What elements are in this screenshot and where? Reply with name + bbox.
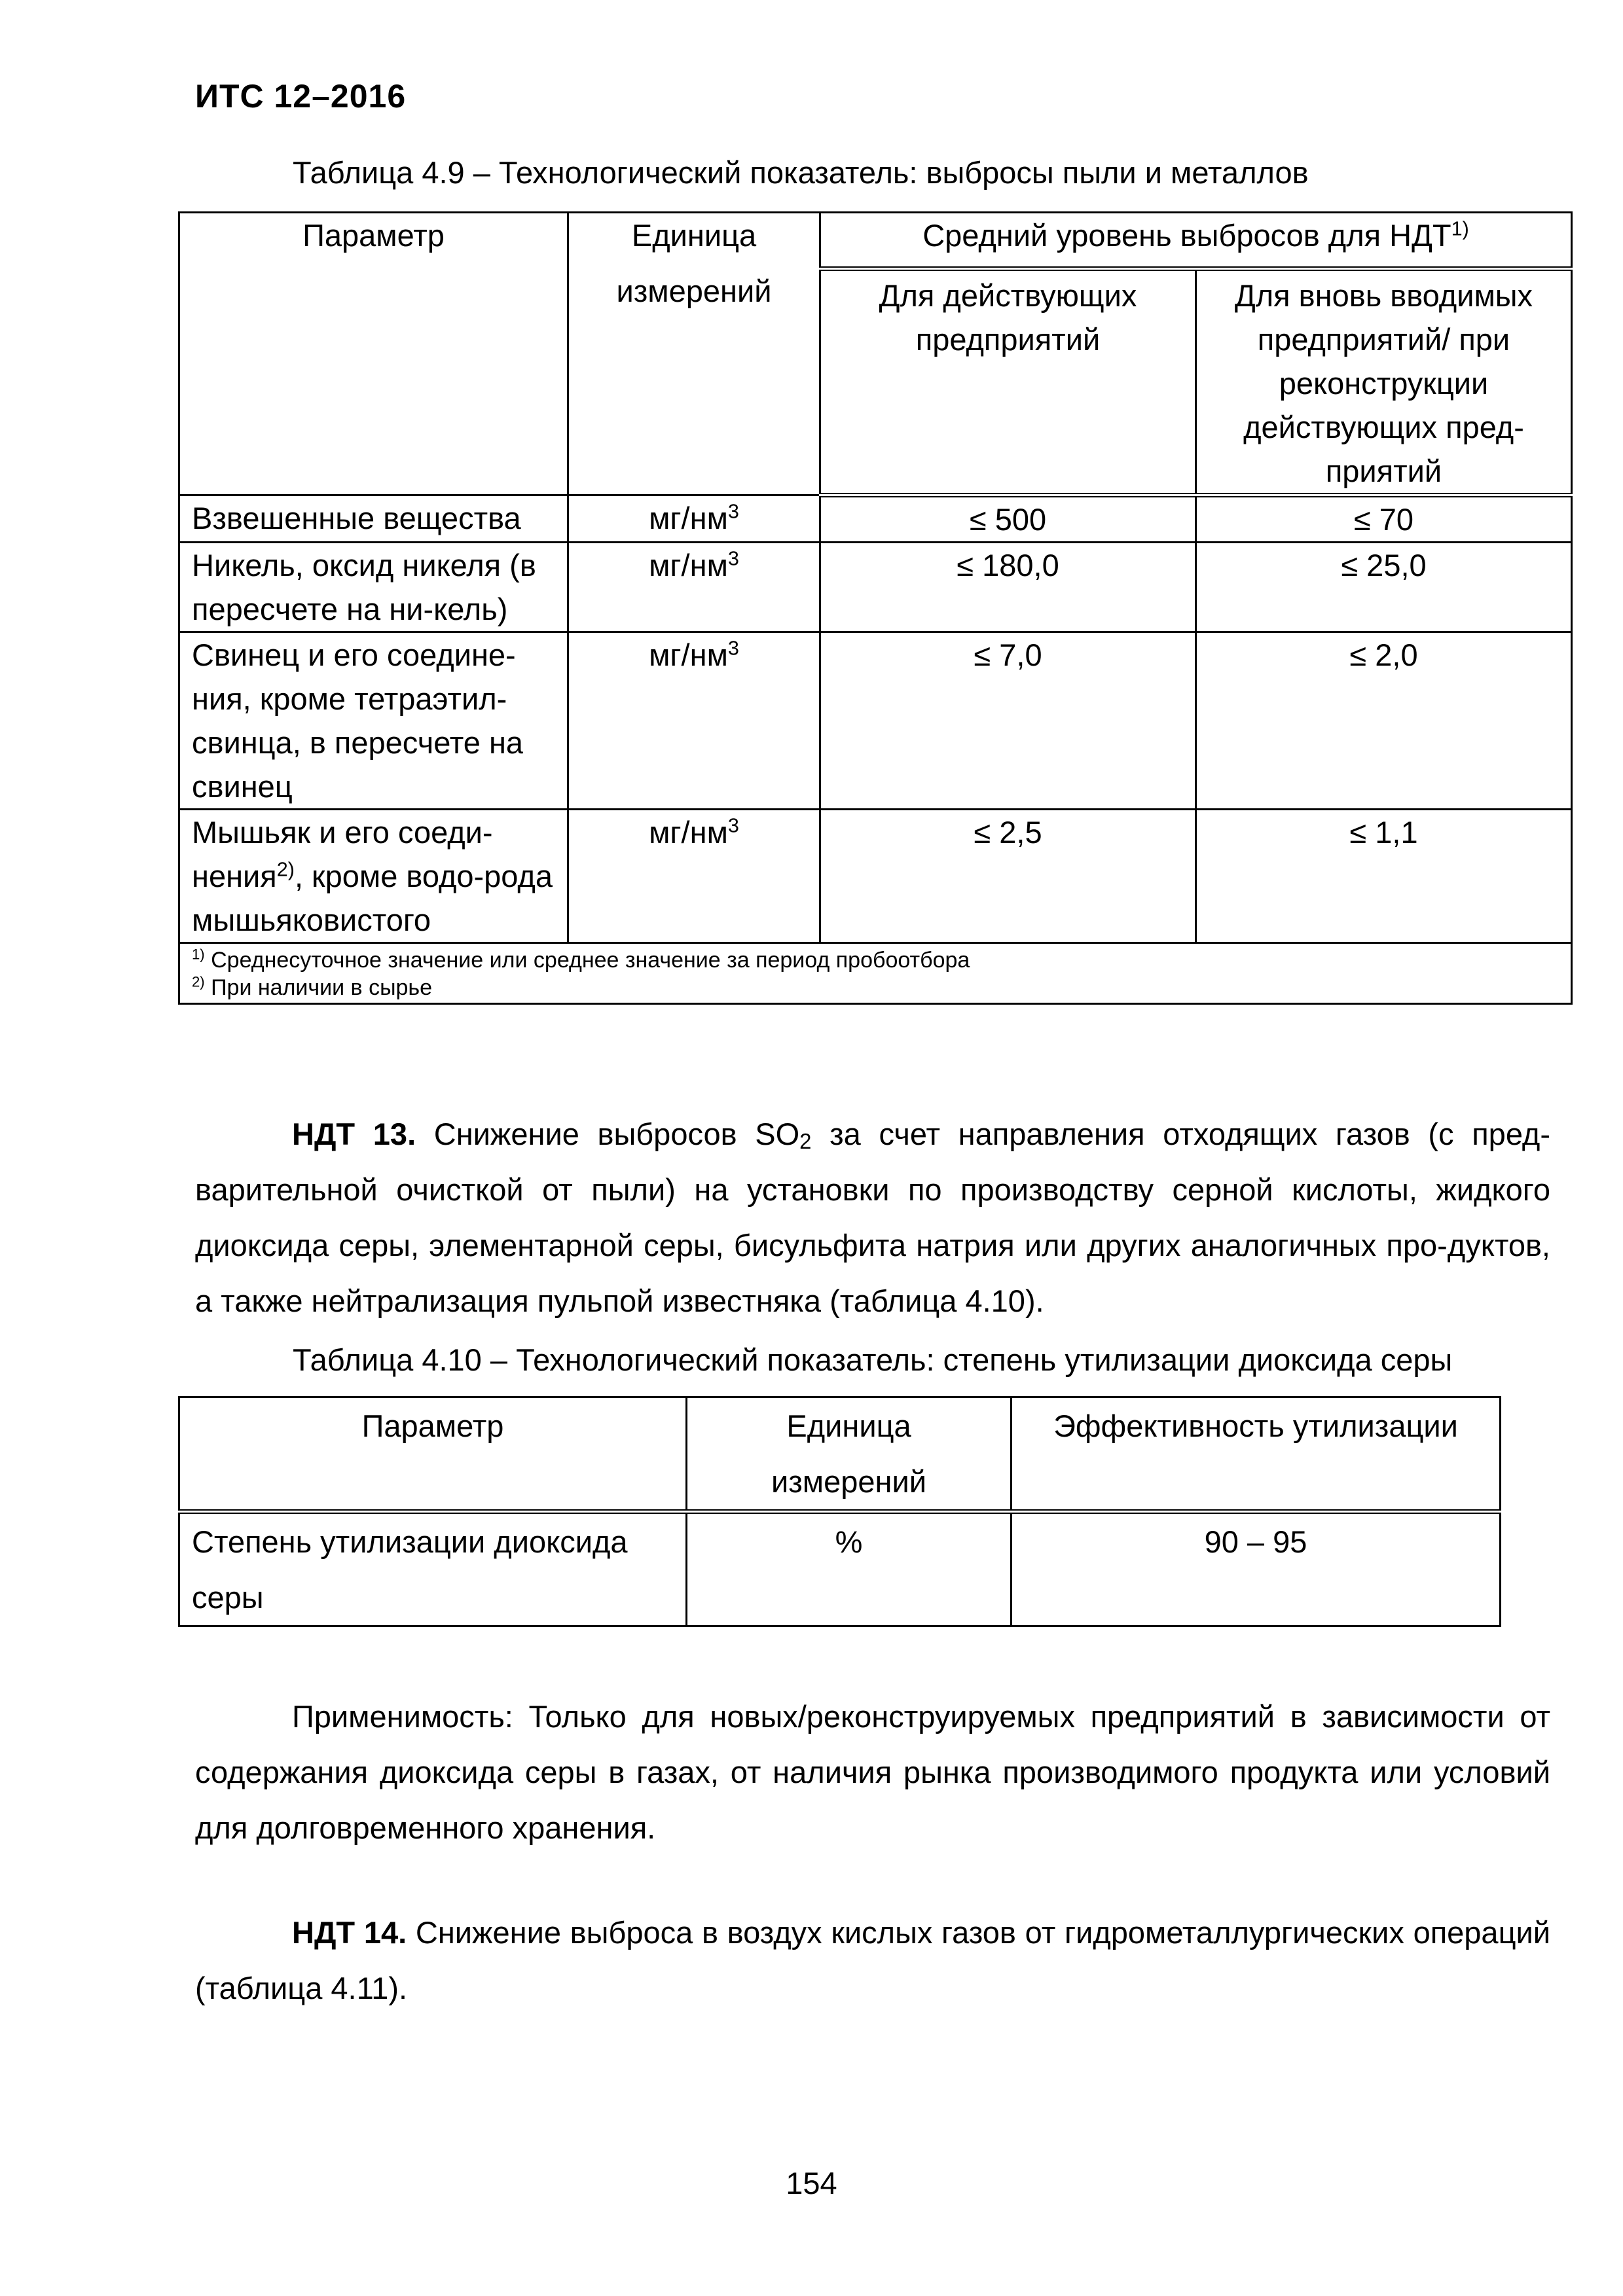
unit-cell [568,495,820,543]
footnote-ref-2: 2) [276,858,295,881]
ndt13-text-a: Снижение выбросов SO [433,1117,800,1151]
table-row [179,1512,1501,1626]
param-text: Мышьяк и его соеди-нения [192,815,493,893]
unit-cell [568,632,820,810]
footnote-2-text: При наличии в сырье [211,975,433,1000]
footnote-1 [192,946,1559,974]
existing-value-cell: ≤ 500 [820,495,1196,543]
header-new-plants: Для вновь вводимых предприятий/ при реконструкции действующих пред-приятий [1196,269,1572,495]
existing-value-cell: ≤ 2,5 [820,810,1196,943]
header-parameter: Параметр [179,213,568,495]
header-unit-line1: Единица [786,1408,911,1443]
unit-exponent: 3 [727,814,739,837]
param-cell: Никель, оксид никеля (в пересчете на ни-кель) [179,543,568,632]
unit-text: мг/нм [649,548,728,583]
ndt14-text: Снижение выброса в воздух кислых газов от гидрометаллургических операций (таблица 4.11). [195,1915,1551,2005]
new-value-cell: ≤ 1,1 [1196,810,1572,943]
document-code: ИТС 12–2016 [195,78,407,115]
new-value-cell: ≤ 70 [1196,495,1572,543]
header-parameter: Параметр [179,1397,687,1512]
param-cell: Свинец и его соедине-ния, кроме тетраэтил-свинца, в пересчете на свинец [179,632,568,810]
table-row [179,495,1572,543]
page-number: 154 [786,2166,837,2200]
footnote-1-text: Среднесуточное значение или среднее значение за период пробоотбора [211,948,970,973]
table-footnotes [179,943,1572,1004]
footnote-ref-1: 1) [1451,217,1469,240]
unit-text: мг/нм [649,637,728,672]
unit-exponent: 3 [727,547,739,570]
param-cell: Взвешенные вещества [179,495,568,543]
existing-value-cell: ≤ 7,0 [820,632,1196,810]
new-value-cell: ≤ 25,0 [1196,543,1572,632]
ndt14-label: НДТ 14. [292,1915,407,1950]
table-4-9-caption: Таблица 4.9 – Технологический показатель: выбросы пыли и металлов [293,155,1309,190]
unit-exponent: 3 [727,637,739,660]
unit-cell [568,810,820,943]
ndt14-paragraph [195,1905,1550,2016]
table-row [179,543,1572,632]
header-unit-line2: измерений [616,274,772,308]
ndt13-label: НДТ 13. [292,1117,416,1151]
unit-text: мг/нм [649,501,728,535]
applicability-text: Применимость: Только для новых/реконструируемых предприятий в зависимости от содержания диоксида серы в газах, от наличия рынка производимого продукта или условий для долговременного хранения. [195,1699,1550,1845]
new-value-cell: ≤ 2,0 [1196,632,1572,810]
table-4-10 [178,1396,1501,1627]
header-efficiency: Эффективность утилизации [1012,1397,1501,1512]
header-unit [568,213,820,495]
footnote-2 [192,974,1559,1001]
header-existing-plants: Для действующих предприятий [820,269,1196,495]
unit-cell: % [687,1512,1012,1626]
header-average-level [820,213,1572,269]
unit-cell [568,543,820,632]
param-cell: Степень утилизации диоксида серы [179,1512,687,1626]
table-row [179,632,1572,810]
header-unit-line2: измерений [771,1464,926,1499]
footnote-2-marker: 2) [192,973,205,990]
param-text-rest: , кроме водо-рода мышьяковистого [192,859,553,937]
unit-exponent: 3 [727,500,739,523]
applicability-paragraph [195,1689,1550,1856]
ndt13-paragraph [195,1106,1550,1329]
table-4-10-caption: Таблица 4.10 – Технологический показатель: степень утилизации диоксида серы [293,1342,1453,1377]
header-unit-line1: Единица [631,218,757,253]
unit-text: мг/нм [649,815,728,850]
header-unit [687,1397,1012,1512]
existing-value-cell: ≤ 180,0 [820,543,1196,632]
ndt13-text-b: за счет направления отходящих газов (с пред-варительной очисткой от пыли) на установки по производству серной кислоты, жидкого диоксида серы, элементарной серы, бисульфита натрия или других аналогичных про-дуктов, а также нейтрализация пульпой известняка (таблица 4.10). [195,1117,1550,1318]
table-4-9 [178,211,1573,1005]
efficiency-cell: 90 – 95 [1012,1512,1501,1626]
ndt13-subscript: 2 [799,1129,812,1153]
table-row [179,810,1572,943]
footnote-1-marker: 1) [192,946,205,963]
header-average-level-text: Средний уровень выбросов для НДТ [922,218,1451,253]
param-cell [179,810,568,943]
